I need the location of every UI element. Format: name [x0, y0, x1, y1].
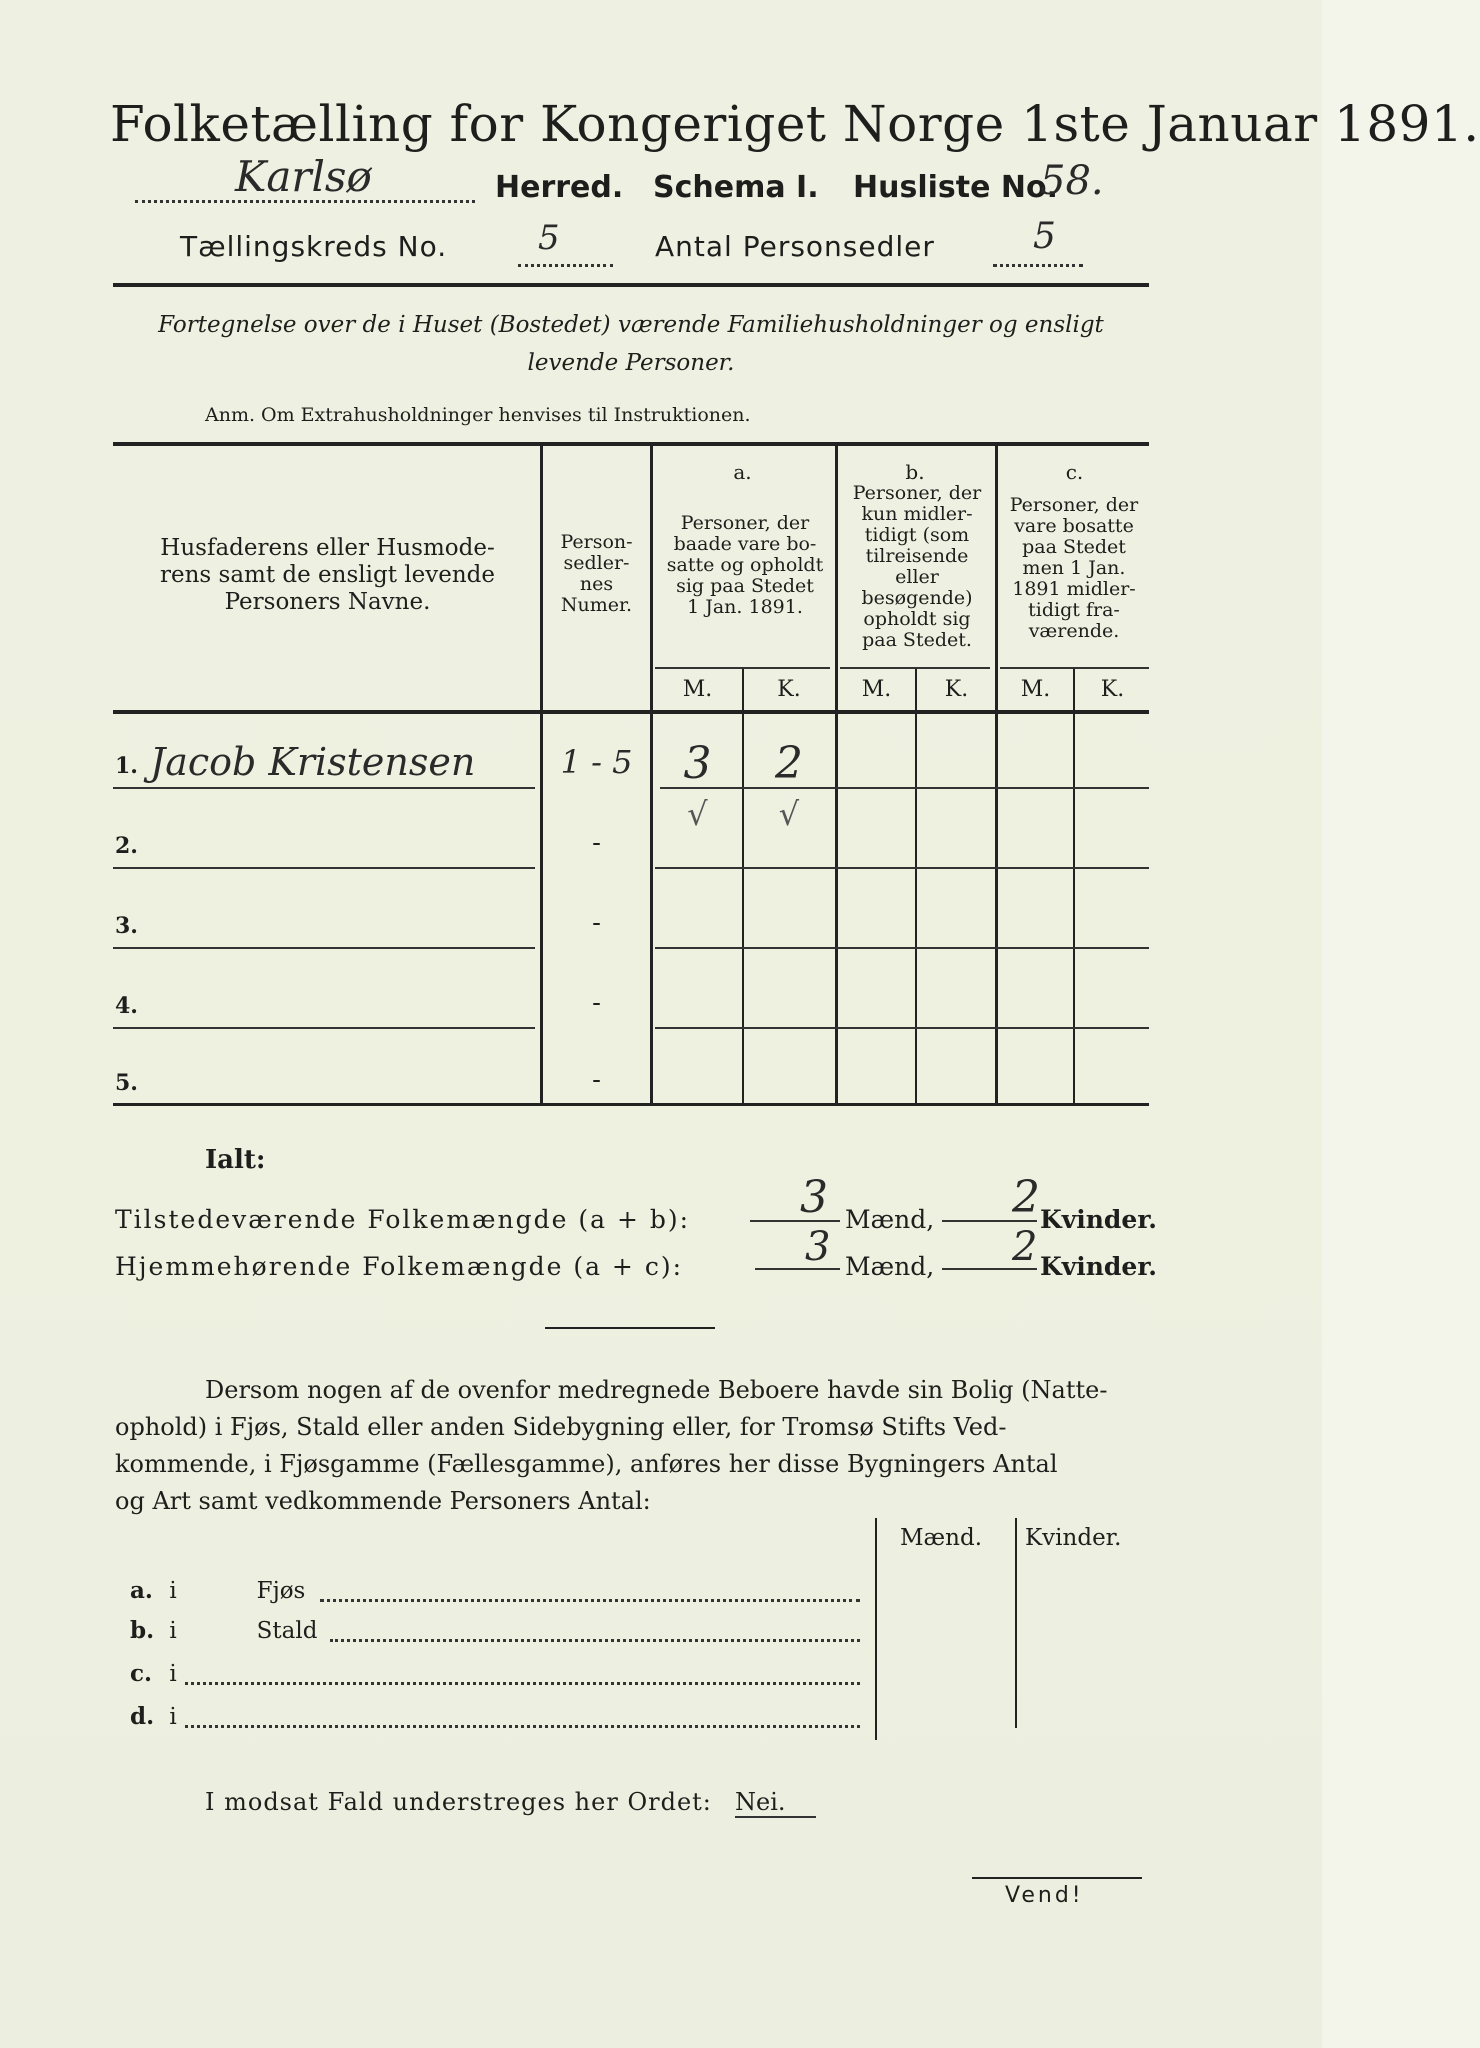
- building-item-dots: [185, 1725, 860, 1728]
- building-item-letter: a.: [130, 1577, 153, 1604]
- herred-field: [135, 152, 475, 203]
- totals-line-1-m-value: 3: [800, 1172, 828, 1223]
- buildings-paragraph-line: kommende, i Fjøsgamme (Fællesgamme), anføres her disse Bygningers Antal: [115, 1450, 1058, 1478]
- herred-value: Karlsø: [235, 152, 372, 201]
- intro-line-1: Fortegnelse over de i Huset (Bostedet) værende Familiehusholdninger og ensligt: [158, 312, 1104, 338]
- building-item-a: [130, 1577, 860, 1604]
- col-header-a-line: Personer, der: [680, 512, 810, 534]
- building-item-i: i: [169, 1704, 177, 1730]
- totals-line-1-k-field: [942, 1172, 1040, 1223]
- col-header-c-line: Personer, der: [1009, 494, 1139, 516]
- col-header-names: [120, 535, 535, 616]
- buildings-paragraph-line: Dersom nogen af de ovenfor medregnede Beboere havde sin Bolig (Natte-: [205, 1376, 1108, 1404]
- kreds-field: [518, 218, 613, 267]
- building-item-dots: [185, 1682, 860, 1685]
- col-header-c-line: men 1 Jan.: [1022, 557, 1126, 579]
- col-a-m-label: M.: [682, 677, 713, 702]
- buildings-kvinder-header: Kvinder.: [1025, 1525, 1122, 1551]
- col-b-m-label: M.: [861, 677, 892, 702]
- building-item-letter: c.: [130, 1660, 153, 1687]
- row-number: 1.: [115, 753, 138, 779]
- row-number: 5.: [115, 1070, 138, 1096]
- table-bottom-rule: [113, 1103, 1149, 1106]
- col-header-b: [838, 483, 996, 651]
- col-header-b-line: kun midler-: [861, 503, 973, 525]
- col-header-c-line: vare bosatte: [1014, 515, 1134, 537]
- buildings-paragraph-line: og Art samt vedkommende Personers Antal:: [115, 1487, 651, 1515]
- table-divider: [540, 446, 543, 1103]
- col-header-numer: [545, 532, 648, 616]
- col-header-c-line: tidigt fra-: [1028, 599, 1120, 621]
- row-numer: 1 - 5: [560, 743, 633, 781]
- vend-rule: [972, 1877, 1142, 1879]
- building-item-label: Fjøs: [256, 1578, 306, 1604]
- col-header-numer-line: sedler-: [563, 552, 630, 574]
- nei-word: Nei.: [735, 1788, 816, 1818]
- col-header-b-line: tilreisende: [865, 545, 969, 567]
- col-header-b-line: Personer, der: [852, 482, 982, 504]
- totals-line-1-k-value: 2: [1012, 1172, 1040, 1223]
- row-rule: [113, 947, 535, 949]
- col-header-numer-line: Numer.: [560, 594, 633, 616]
- col-header-b-line: tidigt (som: [864, 524, 970, 546]
- sub-header-rule: [655, 667, 830, 669]
- col-header-b-line: besøgende): [861, 587, 973, 609]
- building-item-i: i: [169, 1661, 177, 1687]
- col-b-k-label: K.: [944, 677, 969, 702]
- building-item-i: i: [169, 1578, 177, 1604]
- col-header-numer-line: Person-: [560, 531, 633, 553]
- row-number: 2.: [115, 833, 138, 859]
- col-header-names-line: Personers Navne.: [224, 589, 431, 615]
- building-item-c: [130, 1660, 860, 1687]
- col-header-a-line: satte og opholdt: [666, 554, 824, 576]
- husliste-label: Husliste No.: [853, 170, 1058, 205]
- col-header-names-line: rens samt de ensligt levende: [160, 562, 495, 588]
- row-a-k: 2: [775, 738, 803, 789]
- row-numer: -: [592, 988, 601, 1018]
- section-divider: [545, 1327, 715, 1329]
- building-item-label: Stald: [256, 1618, 318, 1644]
- col-header-c-line: 1891 midler-: [1012, 578, 1136, 600]
- row-rule: [655, 867, 1149, 869]
- buildings-divider: [1015, 1518, 1017, 1728]
- building-item-dots: [330, 1639, 860, 1642]
- antal-field: [993, 216, 1083, 267]
- col-header-a-line: 1 Jan. 1891.: [687, 596, 803, 618]
- col-header-c-line: paa Stedet: [1022, 536, 1126, 558]
- antal-value: 5: [1033, 216, 1056, 257]
- building-item-dots: [320, 1599, 860, 1602]
- col-header-numer-line: nes: [579, 573, 614, 595]
- totals-line-2-maend: Mænd,: [845, 1252, 935, 1281]
- row-rule: [113, 867, 535, 869]
- kreds-value: 5: [538, 218, 560, 258]
- col-header-c-line: værende.: [1028, 620, 1120, 642]
- anm-note: Anm. Om Extrahusholdninger henvises til Instruktionen.: [205, 404, 751, 426]
- table-divider: [742, 668, 744, 1103]
- totals-line-1-label: Tilstedeværende Folkemængde (a + b):: [115, 1205, 691, 1234]
- header-rule: [113, 283, 1149, 287]
- row-rule: [655, 1027, 1149, 1029]
- totals-line-1-kvinder: Kvinder.: [1040, 1205, 1157, 1234]
- intro-line-2: levende Personer.: [527, 350, 735, 376]
- totals-line-2-m-value: 3: [805, 1224, 831, 1270]
- row-number: 3.: [115, 913, 138, 939]
- col-header-c: [998, 495, 1150, 642]
- totals-line-2-label: Hjemmehørende Folkemængde (a + c):: [115, 1252, 683, 1281]
- row-rule: [113, 787, 535, 789]
- col-c-letter: c.: [1065, 460, 1084, 484]
- col-header-a: [655, 513, 835, 618]
- building-item-b: [130, 1617, 860, 1644]
- totals-line-2-k-field: [942, 1224, 1038, 1270]
- col-header-a-line: sig paa Stedet: [676, 575, 814, 597]
- table-header-rule: [113, 710, 1149, 714]
- form-title: Folketælling for Kongeriget Norge 1ste Januar 1891.: [110, 95, 1480, 153]
- col-c-k-label: K.: [1100, 677, 1125, 702]
- table-divider: [1073, 668, 1075, 1103]
- sub-header-rule: [1000, 667, 1149, 669]
- totals-line-2-m-field: [755, 1224, 840, 1270]
- col-header-b-line: opholdt sig: [863, 608, 971, 630]
- col-header-b-line: eller: [895, 566, 939, 588]
- row-a-m: 3: [683, 738, 712, 789]
- col-a-letter: a.: [733, 460, 752, 484]
- buildings-paragraph: [115, 1372, 1149, 1520]
- row-rule: [655, 947, 1149, 949]
- totals-line-2-kvinder: Kvinder.: [1040, 1252, 1157, 1281]
- totals-line-1-maend: Mænd,: [845, 1205, 935, 1234]
- vend-label: Vend!: [1005, 1883, 1084, 1908]
- building-item-d: [130, 1703, 860, 1730]
- building-item-i: i: [169, 1618, 177, 1644]
- buildings-maend-header: Mænd.: [900, 1525, 983, 1551]
- col-a-k-label: K.: [777, 677, 801, 702]
- col-header-b-line: paa Stedet.: [862, 629, 972, 651]
- husliste-value: 58.: [1040, 158, 1104, 204]
- nei-prefix: I modsat Fald understreges her Ordet:: [205, 1788, 712, 1816]
- row-rule: [113, 1027, 535, 1029]
- buildings-paragraph-line: ophold) i Fjøs, Stald eller anden Sidebygning eller, for Tromsø Stifts Ved-: [115, 1413, 1007, 1441]
- table-divider: [650, 446, 653, 1103]
- table-divider: [915, 668, 917, 1103]
- table-top-rule: [113, 442, 1149, 446]
- row-numer: -: [592, 908, 601, 938]
- building-item-letter: d.: [130, 1703, 155, 1730]
- antal-label: Antal Personsedler: [655, 230, 935, 263]
- building-item-letter: b.: [130, 1617, 155, 1644]
- row-name: Jacob Kristensen: [150, 740, 476, 784]
- totals-line-1-m-field: [750, 1172, 840, 1223]
- col-header-names-line: Husfaderens eller Husmode-: [160, 535, 495, 561]
- col-header-a-line: baade vare bo-: [673, 533, 817, 555]
- row-numer: -: [592, 1065, 601, 1095]
- totals-line-2-k-value: 2: [1012, 1224, 1038, 1270]
- row-numer: -: [592, 828, 601, 858]
- buildings-divider: [875, 1518, 877, 1740]
- col-c-m-label: M.: [1020, 677, 1051, 702]
- sub-header-rule: [840, 667, 990, 669]
- row-number: 4.: [115, 993, 138, 1019]
- schema-label: Schema I.: [653, 170, 819, 205]
- row-a-k: √: [778, 795, 800, 833]
- kreds-label: Tællingskreds No.: [180, 230, 448, 263]
- col-b-letter: b.: [905, 460, 925, 484]
- herred-label: Herred.: [495, 170, 624, 205]
- row-a-m: √: [687, 795, 708, 833]
- ialt-label: Ialt:: [205, 1145, 266, 1175]
